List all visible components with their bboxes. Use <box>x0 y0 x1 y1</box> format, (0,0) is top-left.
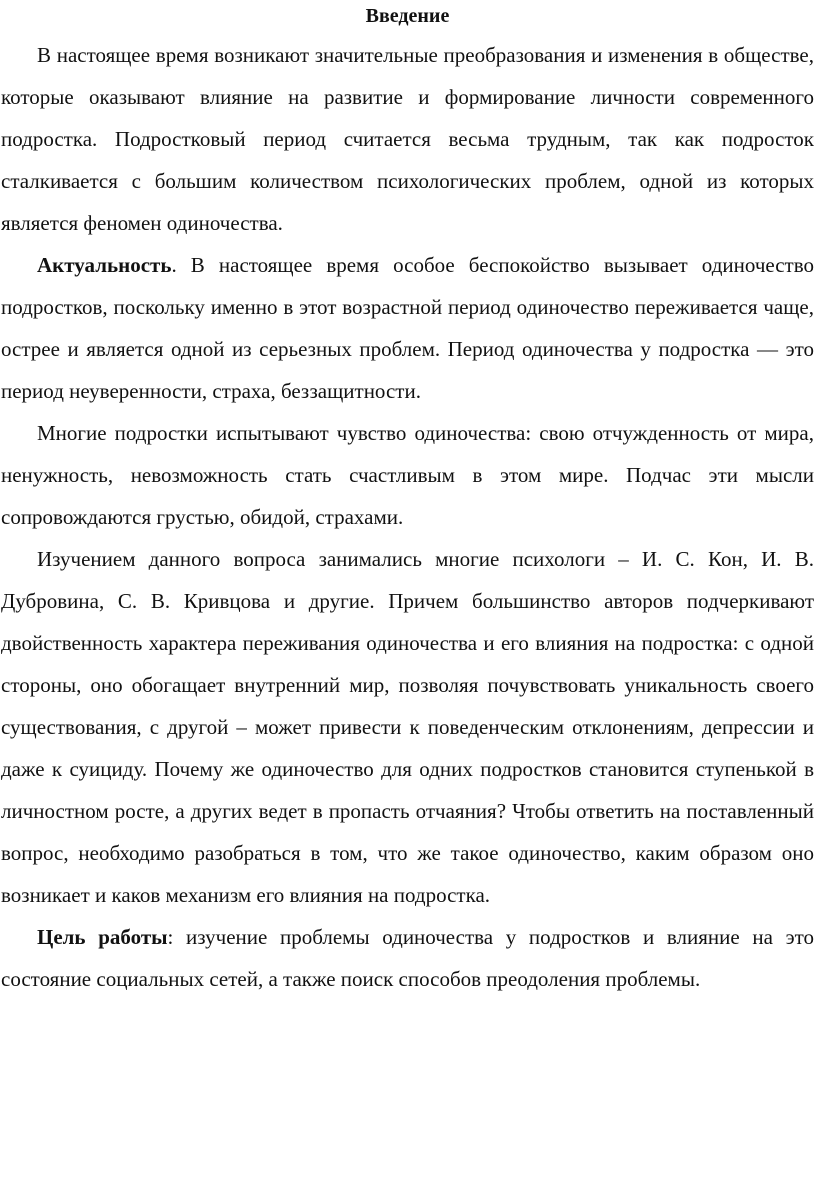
document-title: Введение <box>365 5 450 27</box>
loneliness-feelings-paragraph: Многие подростки испытывают чувство одиночества: свою отчужденность от мира, ненужность, невозможность стать счастливым в этом мире. Подчас эти мысли сопровождаются грустью, обидой, страхами. <box>1 421 814 529</box>
relevance-paragraph <box>1 244 814 412</box>
intro-paragraph: В настоящее время возникают значительные преобразования и изменения в обществе, которые оказывают влияние на развитие и формирование личности современного подростка. Подростковый период считается весьма трудным, так как подросток сталкивается с большим количеством психологических проблем, одной из которых является феномен одиночества. <box>1 43 814 235</box>
goal-paragraph <box>1 916 814 1000</box>
relevance-heading: Актуальность <box>37 253 172 277</box>
goal-text: : изучение проблемы одиночества у подростков и влияние на это состояние социальных сетей, а также поиск способов преодоления проблемы. <box>1 925 814 991</box>
research-paragraph: Изучением данного вопроса занимались многие психологи – И. С. Кон, И. В. Дубровина, С. В. Кривцова и другие. Причем большинство авторов подчеркивают двойственность характера переживания одиночества и его влияния на подростка: с одной стороны, оно обогащает внутренний мир, позволяя почувствовать уникальность своего существования, с другой – может привести к поведенческим отклонениям, депрессии и даже к суициду. Почему же одиночество для одних подростков становится ступенькой в личностном росте, а других ведет в пропасть отчаяния? Чтобы ответить на поставленный вопрос, необходимо разобраться в том, что же такое одиночество, каким образом оно возникает и каков механизм его влияния на подростка. <box>1 547 814 907</box>
relevance-text: . В настоящее время особое беспокойство вызывает одиночество подростков, поскольку именно в этот возрастной период одиночество переживается чаще, острее и является одной из серьезных проблем. Период одиночества у подростка — это период неуверенности, страха, беззащитности. <box>1 253 814 403</box>
goal-heading: Цель работы <box>37 925 168 949</box>
